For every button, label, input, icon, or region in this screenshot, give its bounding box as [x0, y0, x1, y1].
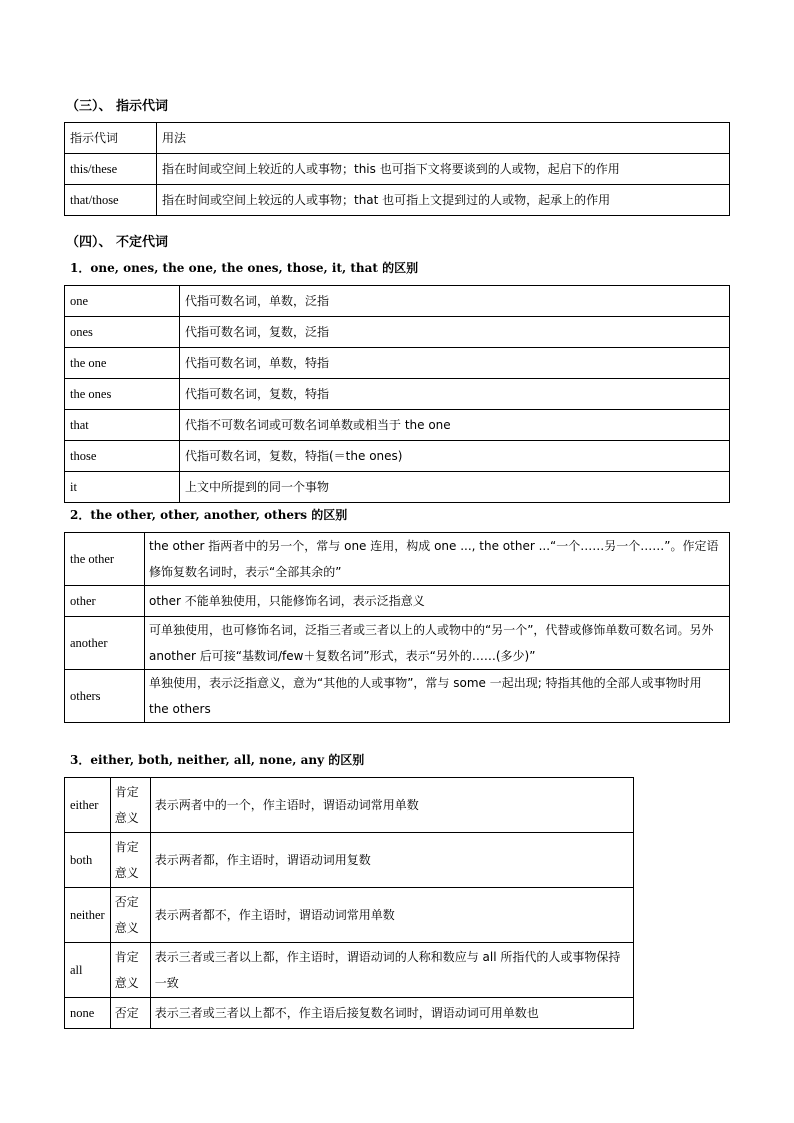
table-row — [65, 617, 730, 670]
table-row — [65, 833, 634, 888]
subsection-title-either-both: 3．either, both, neither, all, none, any 的区别 — [70, 753, 365, 767]
table-row — [65, 348, 730, 379]
table-cell: 指在时间或空间上较远的人或事物；that 也可指上文提到过的人或物，起承上的作用 — [157, 185, 730, 216]
table-cell: both — [65, 833, 111, 888]
table-row — [65, 778, 634, 833]
table-cell: 指在时间或空间上较近的人或事物；this 也可指下文将要谈到的人或物，起启下的作用 — [157, 154, 730, 185]
table-row — [65, 670, 730, 723]
table-cell: all — [65, 943, 111, 998]
section-title-indefinite: （四）、 不定代词 — [66, 235, 169, 250]
table-header-cell: 指示代词 — [65, 123, 157, 154]
table-row — [65, 154, 730, 185]
table-cell: either — [65, 778, 111, 833]
table-cell: 肯定意义 — [110, 778, 150, 833]
table-cell: 上文中所提到的同一个事物 — [180, 472, 730, 503]
subsection-title-one-ones: 1．one, ones, the one, the ones, those, it, that 的区别 — [70, 261, 419, 275]
table-cell: ones — [65, 317, 180, 348]
table-header-cell: 用法 — [157, 123, 730, 154]
table-row — [65, 441, 730, 472]
table-row — [65, 286, 730, 317]
table-cell: 表示三者或三者以上都，作主语时，谓语动词的人称和数应与 all 所指代的人或事物保持一致 — [150, 943, 633, 998]
table-cell: 肯定意义 — [110, 943, 150, 998]
table-cell: none — [65, 998, 111, 1029]
table-cell: 表示两者中的一个，作主语时，谓语动词常用单数 — [150, 778, 633, 833]
table-cell: that — [65, 410, 180, 441]
table-row — [65, 998, 634, 1029]
table-cell: 表示两者都，作主语时，谓语动词用复数 — [150, 833, 633, 888]
table-row — [65, 472, 730, 503]
either-both-table — [64, 777, 634, 1029]
table-cell: it — [65, 472, 180, 503]
table-cell: 代指不可数名词或可数名词单数或相当于 the one — [180, 410, 730, 441]
table-row — [65, 379, 730, 410]
table-row — [65, 586, 730, 617]
table-cell: this/these — [65, 154, 157, 185]
table-cell: the other — [65, 533, 145, 586]
table-cell: another — [65, 617, 145, 670]
table-cell: 代指可数名词，复数，特指 — [180, 379, 730, 410]
table-cell: those — [65, 441, 180, 472]
table-row — [65, 410, 730, 441]
table-cell: 表示三者或三者以上都不，作主语后接复数名词时，谓语动词可用单数也 — [150, 998, 633, 1029]
table-cell: 否定 — [110, 998, 150, 1029]
table-cell: other — [65, 586, 145, 617]
the-other-table — [64, 532, 730, 723]
table-row — [65, 533, 730, 586]
table-cell: 代指可数名词，单数，特指 — [180, 348, 730, 379]
section-title-demonstrative: （三）、 指示代词 — [66, 99, 169, 114]
table-cell: that/those — [65, 185, 157, 216]
table-cell: 表示两者都不，作主语时，谓语动词常用单数 — [150, 888, 633, 943]
table-row — [65, 123, 730, 154]
table-row — [65, 185, 730, 216]
subsection-title-the-other: 2．the other, other, another, others 的区别 — [70, 508, 348, 522]
one-ones-table — [64, 285, 730, 503]
table-cell: the ones — [65, 379, 180, 410]
table-cell: 代指可数名词，复数，泛指 — [180, 317, 730, 348]
table-cell: one — [65, 286, 180, 317]
table-cell: other 不能单独使用，只能修饰名词，表示泛指意义 — [145, 586, 730, 617]
table-cell: others — [65, 670, 145, 723]
table-cell: neither — [65, 888, 111, 943]
table-row — [65, 888, 634, 943]
table-cell: 代指可数名词，复数，特指(＝the ones) — [180, 441, 730, 472]
table-cell: 可单独使用，也可修饰名词，泛指三者或三者以上的人或物中的“另一个”，代替或修饰单数可数名词。另外 another 后可接“基数词/few＋复数名词”形式，表示“另外的……(多少)” — [145, 617, 730, 670]
table-cell: the one — [65, 348, 180, 379]
table-cell: 肯定意义 — [110, 833, 150, 888]
table-row — [65, 943, 634, 998]
table-cell: 代指可数名词，单数，泛指 — [180, 286, 730, 317]
table-cell: 否定意义 — [110, 888, 150, 943]
table-cell: 单独使用，表示泛指意义，意为“其他的人或事物”，常与 some 一起出现; 特指其他的全部人或事物时用 the others — [145, 670, 730, 723]
table-row — [65, 317, 730, 348]
demonstrative-table — [64, 122, 730, 216]
table-cell: the other 指两者中的另一个，常与 one 连用，构成 one ..., the other ...“一个……另一个……”。作定语修饰复数名词时，表示“全部其余的” — [145, 533, 730, 586]
